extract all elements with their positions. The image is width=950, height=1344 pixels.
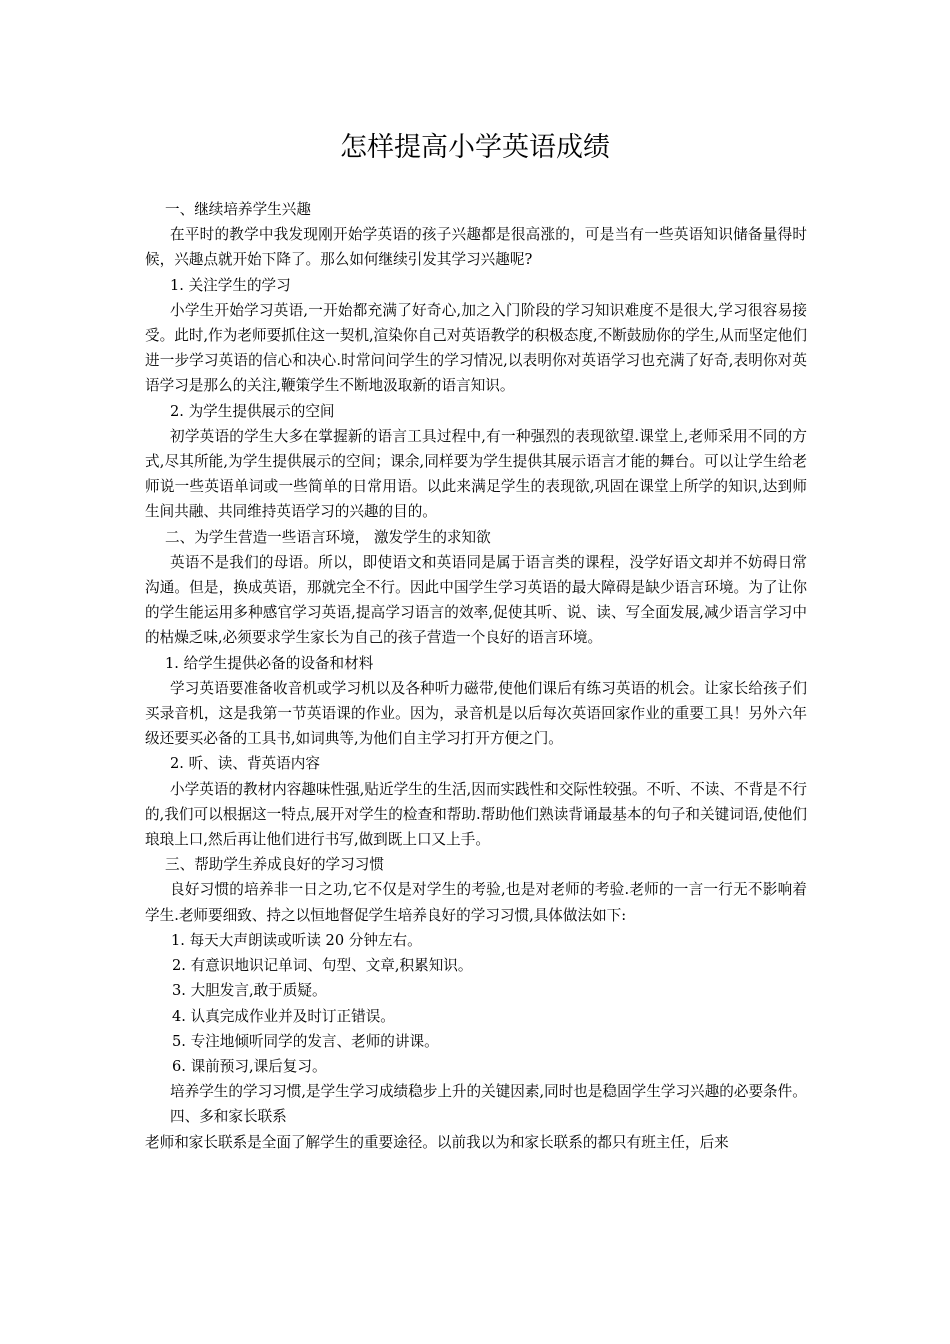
habit-list-item: 5. 专注地倾听同学的发言、老师的讲课。 — [172, 1032, 439, 1050]
habit-list-item: 6. 课前预习,课后复习。 — [172, 1057, 327, 1075]
habit-list-item: 3. 大胆发言,敢于质疑。 — [172, 982, 327, 1000]
section-2-paragraph-3: 小学英语的教材内容趣味性强,贴近学生的生活,因而实践性和交际性较强。不听、不读、不背是不行的,我们可以根据这一特点,展开对学生的检查和帮助.帮助他们熟读背诵最基本的句子和关键词语,使他们琅琅上口,然后再让他们进行书写,做到既上口又上手。 — [145, 780, 807, 849]
habit-list-item: 4. 认真完成作业并及时订正错误。 — [172, 1007, 395, 1025]
section-1-paragraph-2: 初学英语的学生大多在掌握新的语言工具过程中,有一种强烈的表现欲望.课堂上,老师采用不同的方式,尽其所能,为学生提供展示的空间；课余,同样要为学生提供其展示语言才能的舞台。可以让学生给老师说一些英语单词或一些简单的日常用语。以此来满足学生的表现欲,巩固在课堂上所学的知识,达到师生间共融、共同维持英语学习的兴趣的目的。 — [145, 427, 807, 521]
section-2-subheading-2: 2. 听、读、背英语内容 — [170, 755, 320, 773]
document-body — [145, 197, 807, 1155]
section-1-paragraph-1: 小学生开始学习英语,一开始都充满了好奇心,加之入门阶段的学习知识难度不是很大,学习很容易接受。此时,作为老师要抓住这一契机,渲染你自己对英语教学的积极态度,不断鼓励你的学生,从而坚定他们进一步学习英语的信心和决心.时常问问学生的学习情况,以表明你对英语学习也充满了好奇,表明你对英语学习是那么的关注,鞭策学生不断地汲取新的语言知识。 — [145, 301, 807, 395]
section-1-heading: 一、继续培养学生兴趣 — [165, 201, 311, 218]
section-2-heading: 二、为学生营造一些语言环境， 激发学生的求知欲 — [165, 528, 491, 546]
section-1-subheading-2: 2. 为学生提供展示的空间 — [170, 402, 335, 420]
section-3-heading: 三、帮助学生养成良好的学习习惯 — [165, 856, 384, 874]
section-3-paragraph-2: 培养学生的学习习惯,是学生学习成绩稳步上升的关键因素,同时也是稳固学生学习兴趣的必要条件。 — [170, 1083, 807, 1101]
section-4-paragraph-1: 老师和家长联系是全面了解学生的重要途径。以前我以为和家长联系的都只有班主任，后来 — [145, 1133, 729, 1151]
section-2-paragraph-2: 学习英语要准备收音机或学习机以及各种听力磁带,使他们课后有练习英语的机会。让家长给孩子们买录音机，这是我第一节英语课的作业。因为，录音机是以后每次英语回家作业的重要工具！另外六年级还要买必备的工具书,如词典等,为他们自主学习打开方便之门。 — [145, 679, 807, 748]
page-title: 怎样提高小学英语成绩 — [340, 132, 610, 163]
section-2-paragraph-1: 英语不是我们的母语。所以，即使语文和英语同是属于语言类的课程，没学好语文却并不妨碍日常沟通。但是，换成英语，那就完全不行。因此中国学生学习英语的最大障碍是缺少语言环境。为了让你的学生能运用多种感官学习英语,提高学习语言的效率,促使其听、说、读、写全面发展,减少语言学习中的枯燥乏味,必须要求学生家长为自己的孩子营造一个良好的语言环境。 — [145, 553, 807, 647]
habit-list-item: 1. 每天大声朗读或听读 20 分钟左右。 — [171, 931, 422, 949]
section-1-subheading-1: 1. 关注学生的学习 — [170, 276, 291, 294]
section-3-paragraph-1: 良好习惯的培养非一日之功,它不仅是对学生的考验,也是对老师的考验.老师的一言一行无不影响着学生.老师要细致、持之以恒地督促学生培养良好的学习习惯,具体做法如下: — [145, 881, 807, 924]
section-4-heading: 四、多和家长联系 — [170, 1108, 287, 1126]
section-1-intro: 在平时的教学中我发现刚开始学英语的孩子兴趣都是很高涨的，可是当有一些英语知识储备量得时候，兴趣点就开始下降了。那么如何继续引发其学习兴趣呢? — [145, 226, 807, 269]
section-2-subheading-1: 1. 给学生提供必备的设备和材料 — [165, 654, 374, 672]
habit-list-item: 2. 有意识地识记单词、句型、文章,积累知识。 — [172, 957, 473, 975]
